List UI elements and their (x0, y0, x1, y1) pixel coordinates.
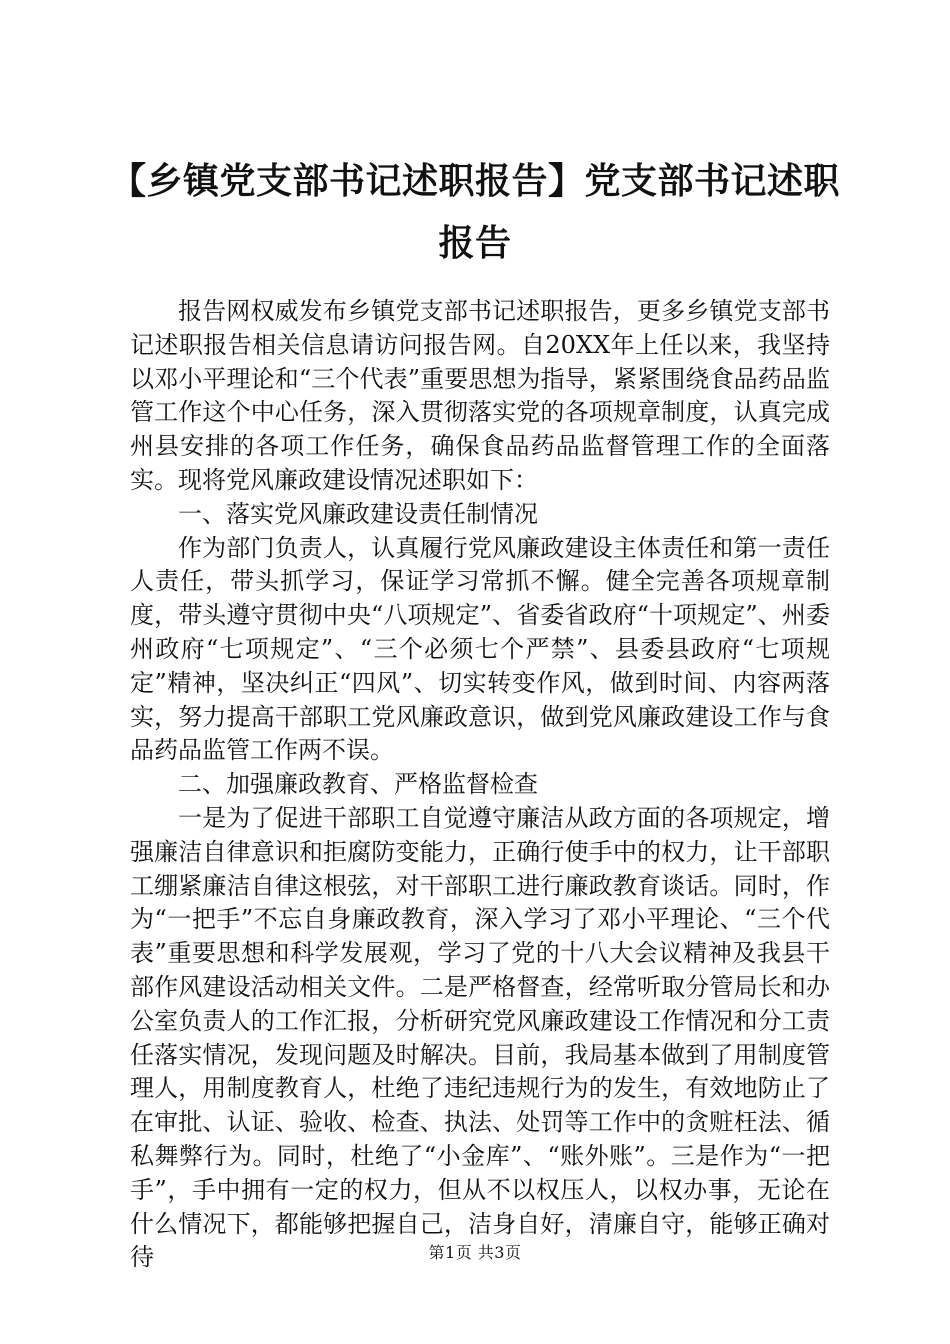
document-title-continued: 报告 (438, 223, 512, 264)
section-heading-2: 二、加强廉政教育、严格监督检查 (178, 770, 538, 799)
section-2-paragraph: 一是为了促进干部职工自觉遵守廉洁从政方面的各项规定，增强廉洁自律意识和拒腐防变能力，正确行使手中的权力，让干部职工绷紧廉洁自律这根弦，对干部职工进行廉政教育谈话。同时，作为“一把手”不忘自身廉政教育，深入学习了邓小平理论、“三个代表”重要思想和科学发展观，学习了党的十八大会议精神及我县干部作风建设活动相关文件。二是严格督查，经常听取分管局长和办公室负责人的工作汇报，分析研究党风廉政建设工作情况和分工责任落实情况，发现问题及时解决。目前，我局基本做到了用制度管理人，用制度教育人，杜绝了违纪违规行为的发生，有效地防止了在审批、认证、验收、检查、执法、处罚等工作中的贪赃枉法、循私舞弊行为。同时，杜绝了“小金库”、“账外账”。三是作为“一把手”，手中拥有一定的权力，但从不以权压人，以权办事，无论在什么情况下，都能够把握自己，洁身自好，清廉自守，能够正确对待 (130, 803, 830, 1272)
document-body (130, 295, 830, 1275)
intro-paragraph: 报告网权威发布乡镇党支部书记述职报告，更多乡镇党支部书记述职报告相关信息请访问报告网。自20XX年上任以来，我坚持以邓小平理论和“三个代表”重要思想为指导，紧紧围绕食品药品监管工作这个中心任务，深入贯彻落实党的各项规章制度，认真完成州县安排的各项工作任务，确保食品药品监督管理工作的全面落实。现将党风廉政建设情况述职如下： (130, 297, 830, 494)
section-heading-1: 一、落实党风廉政建设责任制情况 (178, 499, 538, 528)
document-title: 【乡镇党支部书记述职报告】党支部书记述职 (109, 161, 840, 202)
section-1-paragraph: 作为部门负责人，认真履行党风廉政建设主体责任和第一责任人责任，带头抓学习，保证学习常抓不懈。健全完善各项规章制度，带头遵守贯彻中央“八项规定”、省委省政府“十项规定”、州委州政府“七项规定”、“三个必须七个严禁”、县委县政府“七项规定”精神，坚决纠正“四风”、切实转变作风，做到时间、内容两落实，努力提高干部职工党风廉政意识，做到党风廉政建设工作与食品药品监管工作两不误。 (130, 533, 830, 765)
page-number-footer: 第1页 共3页 (428, 1243, 522, 1262)
